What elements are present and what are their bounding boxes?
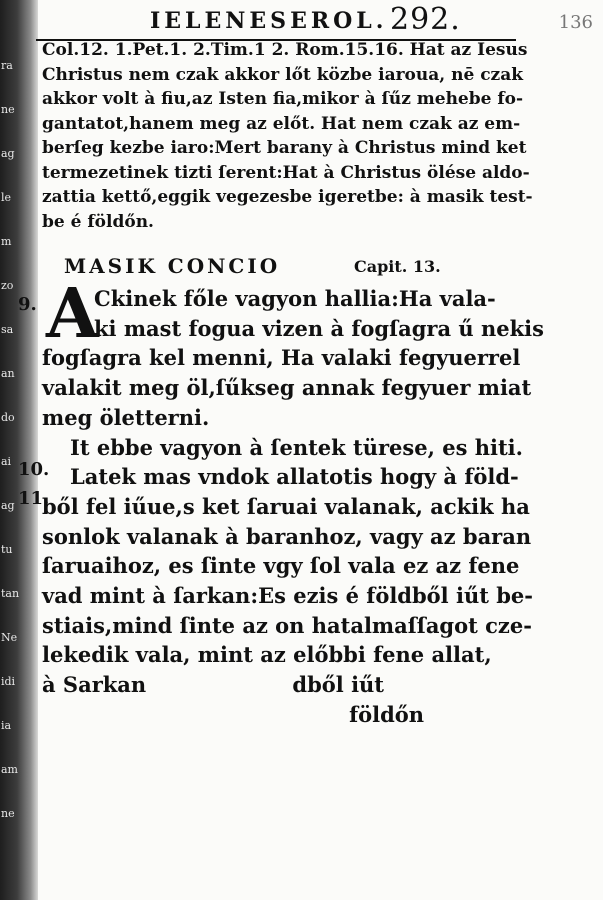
opening-paragraph xyxy=(42,38,533,234)
text-line: be é földőn. xyxy=(42,211,154,232)
verse-number: 11. xyxy=(18,488,50,509)
text-line: Col.12. 1.Pet.1. 2.Tim.1 2. Rom.15.16. Hat az Iesus xyxy=(42,40,528,60)
page-number: 292. xyxy=(390,2,461,37)
gutter-fragment: le xyxy=(1,191,12,204)
gutter-fragment: zo xyxy=(1,279,14,292)
gutter-fragment: Ne xyxy=(1,631,18,644)
heading-title: MASIK CONCIO xyxy=(64,254,281,278)
gutter-fragment: ag xyxy=(1,499,15,512)
gutter-fragment: m xyxy=(1,235,12,248)
running-title: IELENESEROL. xyxy=(150,8,388,34)
gutter-fragment: do xyxy=(1,411,15,424)
gutter-fragment: an xyxy=(1,367,15,380)
text-line: It ebbe vagyon à ſentek türese, es hiti. xyxy=(70,434,523,460)
text-line: gantatot,hanem meg az előt. Hat nem czak az em- xyxy=(42,113,521,134)
corner-folio-mark: 136 xyxy=(558,12,593,33)
gutter-fragment: tu xyxy=(1,543,13,556)
section-heading xyxy=(64,254,504,278)
text-line: vad mint à ſarkan:Es ezis é földből iűt be- xyxy=(42,583,533,609)
text-line: ki mast fogua vizen à fogſagra ű nekis xyxy=(94,315,544,341)
verse-number: 9. xyxy=(18,294,37,315)
drop-cap: A xyxy=(46,274,99,354)
verse-text xyxy=(42,284,544,730)
gutter-fragment: idi xyxy=(1,675,16,688)
text-line: Latek mas vndok allatotis hogy à föld- xyxy=(70,464,519,490)
text-line: berſeg kezbe iaro:Mert barany à Christus mind ket xyxy=(42,138,527,158)
text-line: ſaruaihoz, es ſinte vgy ſol vala ez az fene xyxy=(42,553,520,579)
text-line: földőn xyxy=(42,701,425,727)
text-line: lekedik vala, mint az előbbi fene allat, xyxy=(42,642,492,668)
running-header xyxy=(150,2,470,38)
text-line: ből fel iűue,s ket ſaruai valanak, ackik ha xyxy=(42,493,530,519)
text-line: sonlok valanak à baranhoz, vagy az baran xyxy=(42,523,532,549)
chapter-label: Capit. 13. xyxy=(354,257,441,276)
text-line: à Sarkan dből iűt xyxy=(42,672,385,698)
gutter-fragment: tan xyxy=(1,587,20,600)
text-line: stiais,mind ſinte az on hatalmaſſagot cze- xyxy=(42,612,532,638)
gutter-fragment: ne xyxy=(1,807,15,820)
gutter-fragment: ne xyxy=(1,103,15,116)
text-line: meg öletterni. xyxy=(42,404,210,430)
gutter-fragment: ra xyxy=(1,59,13,72)
text-line: termezetinek tizti ſerent:Hat à Christus ölése aldo- xyxy=(42,162,530,183)
text-line: valakit meg öl,ſűkseg annak fegyuer miat xyxy=(42,375,532,401)
text-line: fogſagra kel menni, Ha valaki fegyuerrel xyxy=(42,345,521,371)
gutter-fragment: ag xyxy=(1,147,15,160)
gutter-fragment: ia xyxy=(1,719,12,732)
text-line: zattia kettő,eggik vegezesbe igeretbe: à masik test- xyxy=(42,187,533,207)
gutter-fragment: ai xyxy=(1,455,12,468)
gutter-fragment: sa xyxy=(1,323,14,336)
text-line: Ckinek főle vagyon hallia:Ha vala- xyxy=(94,286,496,311)
gutter-fragment: am xyxy=(1,763,18,776)
text-line: akkor volt à fiu,az Isten fia,mikor à ſűz mehebe fo- xyxy=(42,89,524,109)
text-line: Christus nem czak akkor lőt közbe iaroua, nē czak xyxy=(42,64,523,85)
verse-number: 10. xyxy=(18,459,50,480)
